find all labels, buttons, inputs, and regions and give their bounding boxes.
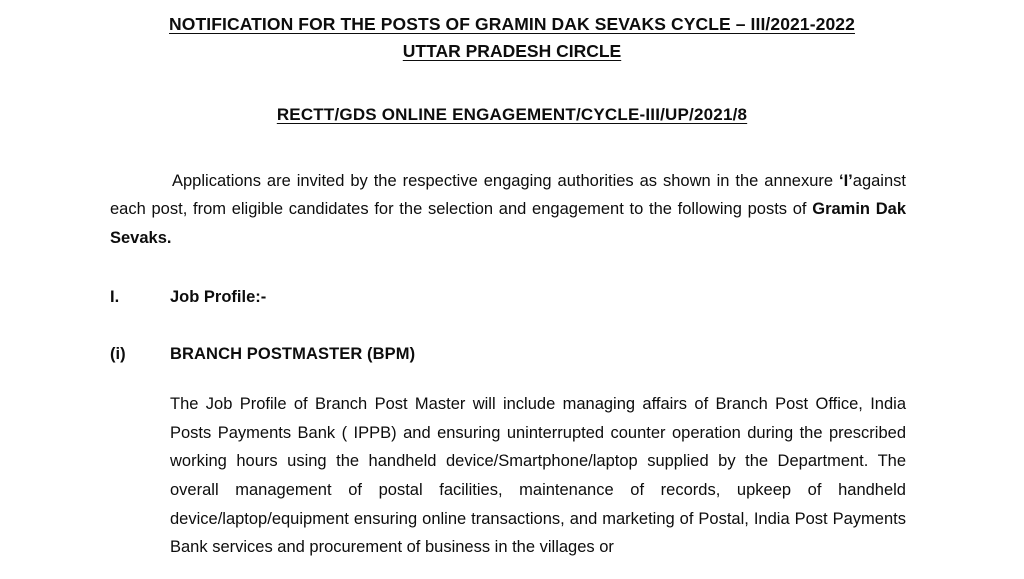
subsection-label: BRANCH POSTMASTER (BPM) bbox=[170, 344, 416, 363]
reference-number-block bbox=[0, 105, 1024, 125]
reference-number: RECTT/GDS ONLINE ENGAGEMENT/CYCLE-III/UP/2021/8 bbox=[276, 104, 748, 124]
intro-part-4-bold: Gramin Dak Sevaks. bbox=[110, 200, 906, 247]
title-line-1-wrapper bbox=[0, 12, 1024, 37]
document-content bbox=[110, 167, 906, 562]
section-job-profile bbox=[110, 288, 906, 307]
subsection-paragraph: The Job Profile of Branch Post Master will include managing affairs of Branch Post Office, India Posts Payments Bank ( IPPB) and ensuring uninterrupted counter operation during the prescribed working hours using the handheld device/Smartphone/laptop supplied by the Department. The overall management of postal facilities, maintenance of records, upkeep of handheld device/laptop/equipment ensuring online transactions, and marketing of Postal, India Post Payments Bank services and procurement of business in the villages or bbox=[170, 394, 906, 557]
intro-part-3: against each post, from eligible candidates for the selection and engagement to the following posts of bbox=[110, 171, 906, 219]
intro-part-1: Applications are invited by the respective engaging authorities as shown in the annexure bbox=[172, 171, 840, 190]
document-title-line-2: UTTAR PRADESH CIRCLE bbox=[402, 41, 622, 62]
document-title-line-1: NOTIFICATION FOR THE POSTS OF GRAMIN DAK SEVAKS CYCLE – III/2021-2022 bbox=[169, 14, 855, 34]
document-title-block bbox=[0, 12, 1024, 65]
title-line-2-wrapper bbox=[0, 37, 1024, 64]
subsection-number: (i) bbox=[110, 344, 126, 363]
subsection-branch-postmaster bbox=[110, 345, 906, 364]
section-label: Job Profile:- bbox=[170, 287, 267, 306]
intro-paragraph bbox=[110, 167, 906, 252]
section-number: I. bbox=[110, 287, 120, 306]
intro-part-2-bold: ‘I’ bbox=[839, 171, 853, 190]
